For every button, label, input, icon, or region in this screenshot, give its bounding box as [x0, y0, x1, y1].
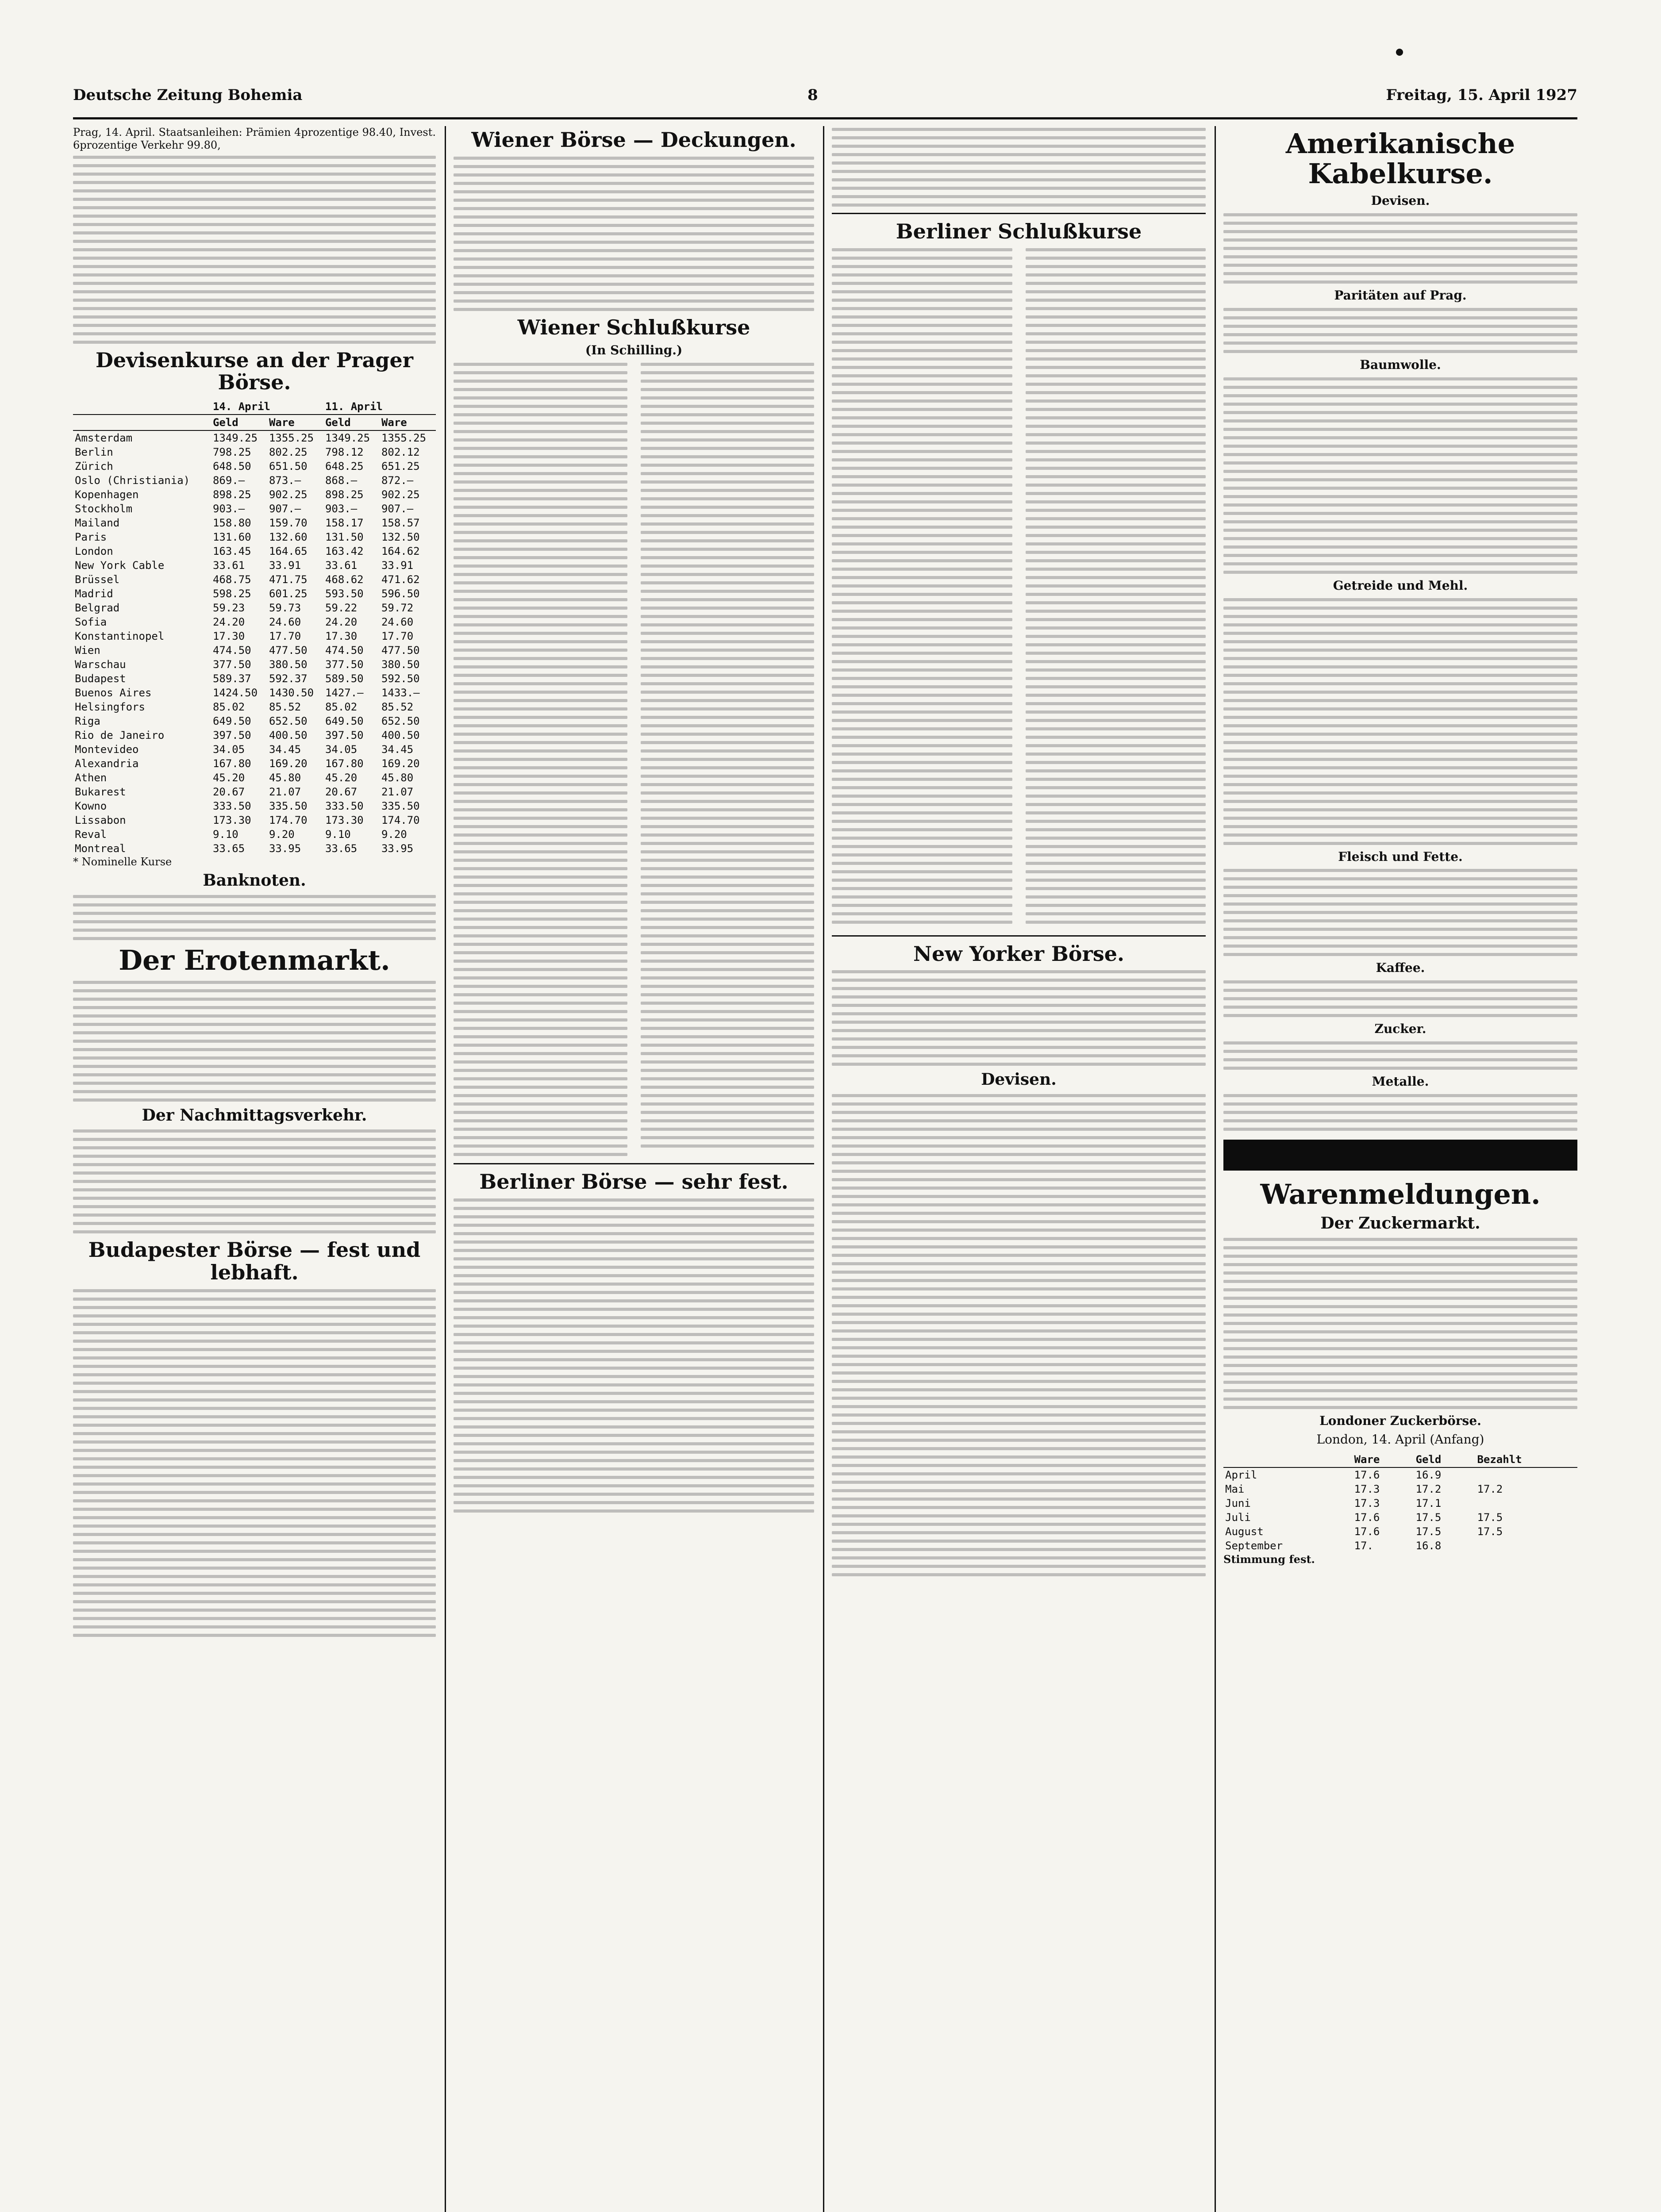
london-stimmung: Stimmung fest. [1223, 1553, 1315, 1566]
devisen-row-v1: 598.25 [212, 587, 251, 600]
devisen-row-v3: 158.17 [325, 516, 364, 529]
devisen-row-label: Belgrad [75, 601, 120, 614]
devisen-row-v3: 593.50 [325, 587, 364, 600]
london-row-ware: 17.6 [1354, 1511, 1380, 1524]
devisen-row-v1: 158.80 [212, 516, 251, 529]
devisen-row-v4: 174.70 [381, 814, 420, 826]
devisen-row-v4: 59.72 [381, 601, 414, 614]
devisen-row-label: Amsterdam [75, 431, 133, 444]
devisen-row-v4: 9.20 [381, 828, 407, 841]
berliner-fest-heading: Berliner Börse — sehr fest. [479, 1170, 788, 1194]
devisen-row-v2: 601.25 [269, 587, 308, 600]
devisen-row-v2: 85.52 [269, 700, 301, 713]
london-row-ware: 17.3 [1354, 1497, 1380, 1510]
devisen-row-v2: 651.50 [269, 460, 308, 472]
devisen-row-v3: 1427.— [325, 686, 364, 699]
devisen-row-v2: 477.50 [269, 644, 308, 657]
illegible-text-block [1223, 308, 1577, 353]
kaffee-sub: Kaffee. [1376, 960, 1425, 975]
running-head [73, 86, 1577, 113]
london-row-geld: 17.5 [1415, 1511, 1442, 1524]
london-row-bez [1475, 1539, 1577, 1553]
illegible-text-block [73, 1289, 436, 1637]
devisen-row-v3: 468.62 [325, 573, 364, 586]
illegible-text-block [1223, 1094, 1577, 1131]
devisen-row-v1: 33.65 [212, 842, 245, 855]
london-header-row [1223, 1452, 1577, 1467]
devisen-row-v1: 34.05 [212, 743, 245, 756]
devisen-row-v3: 903.— [325, 502, 358, 515]
london-sugar-table [1223, 1452, 1577, 1553]
devisen-row-v3: 9.10 [325, 828, 351, 841]
devisen-row-v4: 477.50 [381, 644, 420, 657]
devisen-row-v2: 1355.25 [269, 431, 314, 444]
devisen-row-v4: 158.57 [381, 516, 420, 529]
london-row [1223, 1482, 1577, 1496]
devisen-row-v3: 24.20 [325, 615, 358, 628]
london-row-month: August [1225, 1525, 1264, 1538]
devisen-heading: Devisenkurse an der Prager Börse. [96, 348, 413, 395]
devisen-row-v3: 868.— [325, 474, 358, 487]
zucker-sub: Zucker. [1374, 1022, 1426, 1037]
devisen-row-v1: 33.61 [212, 559, 245, 572]
london-row-geld: 17.2 [1415, 1483, 1442, 1496]
column-rule [823, 126, 824, 2212]
newyork-heading: New Yorker Börse. [913, 941, 1125, 966]
london-row [1223, 1510, 1577, 1525]
london-row-bez: 17.5 [1477, 1525, 1503, 1538]
devisen-row-v4: 335.50 [381, 799, 420, 812]
devisen-row-v4: 85.52 [381, 700, 414, 713]
devisen-row-v2: 33.91 [269, 559, 301, 572]
devisen-row-label: Zürich [75, 460, 113, 472]
devisen-row [73, 502, 436, 516]
devisen-row-label: Mailand [75, 516, 120, 529]
devisen-row-v3: 17.30 [325, 630, 358, 642]
london-row-bez [1475, 1496, 1577, 1510]
baumwolle-sub: Baumwolle. [1360, 357, 1441, 372]
devisen-row [73, 516, 436, 530]
devisen-row-v4: 471.62 [381, 573, 420, 586]
devisen-row-v1: 798.25 [212, 445, 251, 458]
column-rule [445, 126, 446, 2212]
devisen-row-v4: 17.70 [381, 630, 414, 642]
devisen-row-v2: 33.95 [269, 842, 301, 855]
column-rule [1215, 126, 1216, 2212]
devisen-date-row [73, 399, 436, 415]
devisen-row-v3: 589.50 [325, 672, 364, 685]
london-row-geld: 16.9 [1415, 1469, 1442, 1482]
fleisch-sub: Fleisch und Fette. [1338, 849, 1463, 864]
illegible-text-block [1223, 598, 1577, 845]
london-col-month [1223, 1452, 1353, 1467]
devisen-row-v2: 132.60 [269, 530, 308, 543]
devisen-row-v3: 163.42 [325, 545, 364, 557]
london-row-month: Mai [1225, 1483, 1245, 1496]
devisen-row-v1: 869.— [212, 474, 245, 487]
devisen-row-v4: 907.— [381, 502, 414, 515]
devisen-row-v2: 873.— [269, 474, 301, 487]
devisen-row [73, 799, 436, 813]
devisen-row-v1: 167.80 [212, 757, 251, 770]
black-separator-bar [1223, 1140, 1577, 1171]
devisen-row-label: Konstantinopel [75, 630, 165, 642]
devisen-row-v3: 898.25 [325, 488, 364, 501]
zuckermarkt-sub: Der Zuckermarkt. [1320, 1214, 1480, 1233]
london-row-ware: 17.3 [1354, 1483, 1380, 1496]
devisen-row [73, 544, 436, 558]
devisen-row-v1: 474.50 [212, 644, 251, 657]
devisen-row-v1: 377.50 [212, 658, 251, 671]
devisen-row [73, 728, 436, 742]
devisen-row [73, 572, 436, 587]
devisen-row-v2: 802.25 [269, 445, 308, 458]
metalle-sub: Metalle. [1372, 1074, 1429, 1089]
devisen-row-v4: 33.95 [381, 842, 414, 855]
devisen-row-v4: 33.91 [381, 559, 414, 572]
london-row [1223, 1467, 1577, 1482]
berliner-schluss-heading: Berliner Schlußkurse [896, 219, 1142, 243]
devisen-row-v1: 59.23 [212, 601, 245, 614]
wiener-schluss-heading: Wiener Schlußkurse [517, 315, 750, 339]
london-row [1223, 1496, 1577, 1510]
section-rule [832, 213, 1206, 214]
paritaeten-sub: Paritäten auf Prag. [1334, 288, 1467, 303]
london-col-bezahlt: Bezahlt [1475, 1452, 1577, 1467]
devisen-row-v1: 20.67 [212, 785, 245, 798]
devisen-row-v2: 9.20 [269, 828, 295, 841]
devisen-row [73, 785, 436, 799]
getreide-sub: Getreide und Mehl. [1333, 578, 1468, 593]
london-row [1223, 1525, 1577, 1539]
illegible-text-block [454, 1198, 814, 1513]
devisen-row-v2: 169.20 [269, 757, 308, 770]
banknoten-heading: Banknoten. [203, 871, 306, 890]
devisen-row [73, 672, 436, 686]
devisen-row-label: Riga [75, 714, 100, 727]
devisen-row-v4: 132.50 [381, 530, 420, 543]
devisen-row-v2: 21.07 [269, 785, 301, 798]
devisen-row-v1: 131.60 [212, 530, 251, 543]
devisen-row [73, 615, 436, 629]
london-row-geld: 16.8 [1415, 1540, 1442, 1552]
devisen-row-v4: 592.50 [381, 672, 420, 685]
illegible-text-block [73, 895, 436, 940]
devisen-row [73, 714, 436, 728]
devisen-row-v1: 397.50 [212, 729, 251, 741]
devisen-row-v2: 24.60 [269, 615, 301, 628]
devisen-row-v1: 1424.50 [212, 686, 258, 699]
column-3 [832, 126, 1206, 2212]
devisen-row [73, 657, 436, 672]
devisen-row-v3: 45.20 [325, 771, 358, 784]
devisen-date-2: 11. April [323, 399, 436, 415]
devisen-date-1: 14. April [211, 399, 323, 415]
devisen-row-v2: 902.25 [269, 488, 308, 501]
devisen-row-v2: 159.70 [269, 516, 308, 529]
london-row-ware: 17.6 [1354, 1525, 1380, 1538]
london-row [1223, 1539, 1577, 1553]
london-row-geld: 17.1 [1415, 1497, 1442, 1510]
illegible-text-block [454, 157, 814, 311]
devisen-row-label: Helsingfors [75, 700, 145, 713]
devisen-row-v1: 9.10 [212, 828, 238, 841]
header-rule [73, 117, 1577, 119]
devisen-row-v1: 24.20 [212, 615, 245, 628]
devisen-row [73, 601, 436, 615]
devisen-row-v2: 174.70 [269, 814, 308, 826]
devisen-row-v2: 164.65 [269, 545, 308, 557]
devisen-row-label: Alexandria [75, 757, 139, 770]
devisen-row-v2: 652.50 [269, 714, 308, 727]
devisen-row-v1: 173.30 [212, 814, 251, 826]
london-row-bez [1475, 1467, 1577, 1482]
devisen-row [73, 841, 436, 856]
devisen-row-v2: 907.— [269, 502, 301, 515]
devisen-row-label: Stockholm [75, 502, 133, 515]
devisen-row [73, 827, 436, 841]
column-1 [73, 126, 436, 2212]
devisen-row-v4: 400.50 [381, 729, 420, 741]
devisen-row-label: Sofia [75, 615, 107, 628]
devisen-row-label: Madrid [75, 587, 113, 600]
illegible-text-block [1223, 377, 1577, 574]
devisen-row [73, 757, 436, 771]
devisen-row-v4: 24.60 [381, 615, 414, 628]
col-ware: Ware [267, 415, 323, 430]
devisen-row-v2: 335.50 [269, 799, 308, 812]
devisen-row-label: Buenos Aires [75, 686, 152, 699]
devisen-row-v3: 474.50 [325, 644, 364, 657]
london-col-ware: Ware [1353, 1452, 1414, 1467]
kabel-devisen-sub: Devisen. [1371, 193, 1430, 208]
col-geld: Geld [323, 415, 380, 430]
london-row-bez: 17.5 [1477, 1511, 1503, 1524]
devisen-row-label: Wien [75, 644, 100, 657]
devisen-row [73, 459, 436, 473]
devisen-row-label: Montevideo [75, 743, 139, 756]
devisen-row-v3: 34.05 [325, 743, 358, 756]
wiener-deckungen-heading: Wiener Börse — Deckungen. [471, 128, 796, 152]
devisen-row [73, 700, 436, 714]
devisen-row-v2: 380.50 [269, 658, 308, 671]
erotenmarkt-heading: Der Erotenmarkt. [119, 944, 390, 976]
devisen-row-v4: 21.07 [381, 785, 414, 798]
warenmeldungen-heading: Warenmeldungen. [1260, 1178, 1541, 1210]
devisen-row-v4: 164.62 [381, 545, 420, 557]
devisen-row [73, 430, 436, 445]
illegible-table-block [454, 363, 814, 1157]
devisen-footnote: * Nominelle Kurse [73, 855, 172, 868]
devisen-row-v4: 169.20 [381, 757, 420, 770]
devisen-row-label: Budapest [75, 672, 126, 685]
nachmittag-heading: Der Nachmittagsverkehr. [142, 1106, 367, 1125]
wiener-schluss-sub: (In Schilling.) [585, 343, 683, 358]
devisen-row [73, 530, 436, 544]
col-ware: Ware [380, 415, 436, 430]
devisen-row-v1: 468.75 [212, 573, 251, 586]
devisen-row-v2: 59.73 [269, 601, 301, 614]
devisen-row-v4: 652.50 [381, 714, 420, 727]
illegible-text-block [1223, 1041, 1577, 1070]
devisen-row [73, 445, 436, 459]
devisen-row [73, 558, 436, 572]
illegible-text-block [832, 1094, 1206, 1576]
devisen-row-v3: 173.30 [325, 814, 364, 826]
devisen-row-v2: 592.37 [269, 672, 308, 685]
illegible-table-block [832, 248, 1206, 929]
devisen-heading-col3: Devisen. [981, 1070, 1057, 1089]
illegible-text-block [73, 156, 436, 344]
devisen-row-v1: 648.50 [212, 460, 251, 472]
devisen-row-v1: 333.50 [212, 799, 251, 812]
page-date: Freitag, 15. April 1927 [1386, 86, 1577, 104]
devisen-row-v4: 872.— [381, 474, 414, 487]
illegible-text-block [832, 128, 1206, 207]
devisen-row-label: Bukarest [75, 785, 126, 798]
devisen-row-v3: 33.61 [325, 559, 358, 572]
devisen-row-v3: 85.02 [325, 700, 358, 713]
devisen-row-label: Kowno [75, 799, 107, 812]
devisen-row [73, 742, 436, 757]
devisen-row-v1: 898.25 [212, 488, 251, 501]
devisen-row-v2: 1430.50 [269, 686, 314, 699]
devisen-row [73, 686, 436, 700]
london-caption: London, 14. April (Anfang) [1316, 1432, 1484, 1447]
devisen-row [73, 473, 436, 488]
london-row-month: Juni [1225, 1497, 1251, 1510]
devisen-row-v2: 34.45 [269, 743, 301, 756]
devisen-row-label: New York Cable [75, 559, 165, 572]
illegible-text-block [73, 981, 436, 1102]
devisen-row [73, 813, 436, 827]
devisen-row-v4: 1355.25 [381, 431, 427, 444]
devisen-row-label: Berlin [75, 445, 113, 458]
column-2 [454, 126, 814, 2212]
devisen-row-v1: 1349.25 [212, 431, 258, 444]
devisen-row-v2: 17.70 [269, 630, 301, 642]
london-row-month: April [1225, 1469, 1257, 1482]
devisen-row-label: Paris [75, 530, 107, 543]
london-row-month: September [1225, 1540, 1283, 1552]
registration-mark [1396, 49, 1403, 56]
devisen-row-v3: 33.65 [325, 842, 358, 855]
devisen-row-v4: 596.50 [381, 587, 420, 600]
londoner-sub: Londoner Zuckerbörse. [1319, 1413, 1481, 1428]
section-rule [832, 935, 1206, 937]
devisen-row-v4: 902.25 [381, 488, 420, 501]
illegible-text-block [1223, 869, 1577, 956]
devisen-row [73, 771, 436, 785]
budapest-heading: Budapester Börse — fest und lebhaft. [88, 1238, 421, 1284]
devisen-row-label: Athen [75, 771, 107, 784]
devisen-row-v3: 397.50 [325, 729, 364, 741]
staatsanleihen-intro: Prag, 14. April. Staatsanleihen: Prämien 4prozentige 98.40, Invest. 6prozentige Verkehr 99.80, [73, 126, 436, 152]
devisen-row-v2: 45.80 [269, 771, 301, 784]
col-geld: Geld [211, 415, 267, 430]
devisen-row-v1: 649.50 [212, 714, 251, 727]
devisen-row-v3: 1349.25 [325, 431, 370, 444]
kabelkurse-heading: Amerikanische Kabelkurse. [1285, 127, 1515, 190]
section-rule [454, 1163, 814, 1164]
devisen-row-v4: 651.25 [381, 460, 420, 472]
illegible-text-block [73, 1129, 436, 1233]
devisen-row-v3: 798.12 [325, 445, 364, 458]
devisen-row-label: Lissabon [75, 814, 126, 826]
devisen-row-v3: 377.50 [325, 658, 364, 671]
devisen-row-v2: 471.75 [269, 573, 308, 586]
devisen-row-v1: 45.20 [212, 771, 245, 784]
devisen-table [73, 399, 436, 856]
london-row-ware: 17. [1354, 1540, 1373, 1552]
devisen-row [73, 587, 436, 601]
devisen-row-v1: 17.30 [212, 630, 245, 642]
devisen-col-row [73, 415, 436, 430]
devisen-row-v3: 131.50 [325, 530, 364, 543]
devisen-row-v4: 1433.— [381, 686, 420, 699]
devisen-row-v1: 903.— [212, 502, 245, 515]
devisen-row-v4: 45.80 [381, 771, 414, 784]
london-col-geld: Geld [1414, 1452, 1476, 1467]
paper-title: Deutsche Zeitung Bohemia [73, 86, 303, 104]
devisen-row-v4: 802.12 [381, 445, 420, 458]
devisen-row-v3: 648.25 [325, 460, 364, 472]
devisen-row-v3: 167.80 [325, 757, 364, 770]
devisen-row-label: Rio de Janeiro [75, 729, 165, 741]
london-row-bez: 17.2 [1477, 1483, 1503, 1496]
devisen-row-label: Kopenhagen [75, 488, 139, 501]
devisen-row [73, 643, 436, 657]
london-row-geld: 17.5 [1415, 1525, 1442, 1538]
london-row-month: Juli [1225, 1511, 1251, 1524]
illegible-text-block [1223, 1238, 1577, 1409]
devisen-row-v3: 59.22 [325, 601, 358, 614]
devisen-row-label: Montreal [75, 842, 126, 855]
devisen-row [73, 629, 436, 643]
devisen-row-v3: 649.50 [325, 714, 364, 727]
illegible-text-block [832, 970, 1206, 1066]
devisen-row-v1: 589.37 [212, 672, 251, 685]
devisen-row-label: Oslo (Christiania) [75, 474, 190, 487]
devisen-row-v4: 380.50 [381, 658, 420, 671]
devisen-row-label: Brüssel [75, 573, 120, 586]
column-4 [1223, 126, 1577, 2212]
devisen-row-v1: 85.02 [212, 700, 245, 713]
devisen-row-label: London [75, 545, 113, 557]
devisen-row [73, 488, 436, 502]
london-row-ware: 17.6 [1354, 1469, 1380, 1482]
illegible-text-block [1223, 213, 1577, 284]
devisen-row-v3: 333.50 [325, 799, 364, 812]
devisen-row-v4: 34.45 [381, 743, 414, 756]
devisen-row-v2: 400.50 [269, 729, 308, 741]
page-number: 8 [807, 86, 818, 104]
devisen-row-v3: 20.67 [325, 785, 358, 798]
devisen-row-label: Warschau [75, 658, 126, 671]
devisen-row-label: Reval [75, 828, 107, 841]
devisen-row-v1: 163.45 [212, 545, 251, 557]
illegible-text-block [1223, 980, 1577, 1017]
